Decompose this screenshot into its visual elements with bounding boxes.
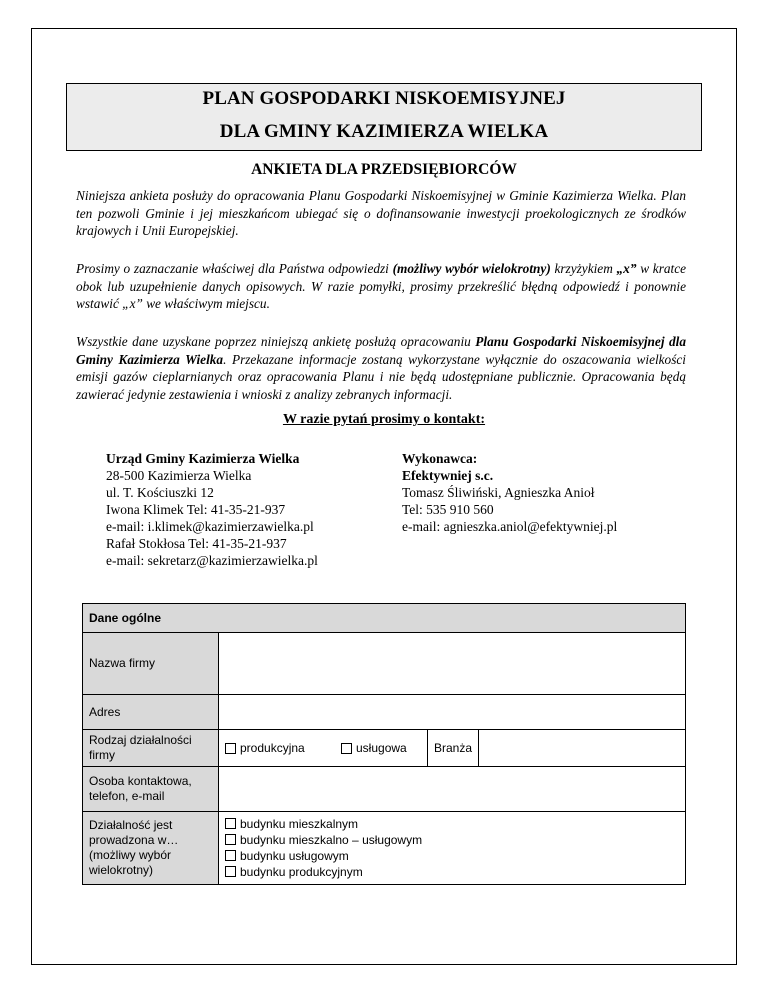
title-box xyxy=(66,83,702,151)
form-header-row xyxy=(83,604,686,633)
checkbox-services[interactable] xyxy=(341,743,352,754)
option-residential-service[interactable]: budynku mieszkalno – usługowym xyxy=(225,832,679,848)
company-name-label: Nazwa firmy xyxy=(83,633,219,695)
intro-paragraph-1: Niniejsza ankieta posłuży do opracowania Planu Gospodarki Niskoemisyjnej w Gminie Kazimierza Wielka. Plan ten pozwoli Gminie i jej mieszkańcom ubiegać się o dofinansowanie inwestycji proekologicznych ze środków krajowych i Unii Europejskiej. xyxy=(76,188,686,238)
contact-contractor xyxy=(402,450,617,535)
office-contact-2-phone: Rafał Stokłosa Tel: 41-35-21-937 xyxy=(106,536,287,551)
checkbox-residential-service[interactable] xyxy=(225,834,236,845)
checkbox-service-building[interactable] xyxy=(225,850,236,861)
activity-place-options xyxy=(219,812,686,885)
contractor-email: e-mail: agnieszka.aniol@efektywniej.pl xyxy=(402,519,618,534)
checkbox-production[interactable] xyxy=(225,743,236,754)
company-name-row xyxy=(83,633,686,695)
office-contact-2-email: e-mail: sekretarz@kazimierzawielka.pl xyxy=(106,553,318,568)
contractor-people: Tomasz Śliwiński, Agnieszka Anioł xyxy=(402,485,595,500)
survey-subtitle: ANKIETA DLA PRZEDSIĘBIORCÓW xyxy=(251,161,517,178)
intro-paragraph-3: Wszystkie dane uzyskane poprzez niniejszą ankietę posłużą opracowaniu Planu Gospodarki Niskoemisyjnej dla Gminy Kazimierza Wielka. Przekazane informacje zostaną wykorzystane wyłącznie do oszacowania wielkości emisji gazów cieplarnianych oraz opracowania Planu i nie będą udostępniane publicznie. Opracowania będą zawierać jedynie zestawienia i wnioski z analizy zebranych informacji. xyxy=(76,334,686,402)
option-production[interactable]: produkcyjna xyxy=(219,730,335,766)
industry-label: Branża xyxy=(427,730,479,766)
contact-office xyxy=(106,450,318,569)
office-postal: 28-500 Kazimierza Wielka xyxy=(106,468,252,483)
activity-type-label: Rodzaj działalności firmy xyxy=(83,730,219,767)
contact-person-row xyxy=(83,767,686,812)
document-title-line-2: DLA GMINY KAZIMIERZA WIELKA xyxy=(219,121,549,142)
option-production-building[interactable]: budynku produkcyjnym xyxy=(225,864,679,880)
address-row xyxy=(83,695,686,730)
address-label: Adres xyxy=(83,695,219,730)
activity-place-label: Działalność jest prowadzona w… (możliwy wybór wielokrotny) xyxy=(83,812,219,885)
contractor-name: Efektywniej s.c. xyxy=(402,468,494,483)
contact-heading: W razie pytań prosimy o kontakt: xyxy=(282,412,486,427)
intro-paragraph-2: Prosimy o zaznaczanie właściwej dla Państwa odpowiedzi (możliwy wybór wielokrotny) krzyżykiem „x” w kratce obok lub uzupełnienie danych opisowych. W razie pomyłki, prosimy przekreślić błędną odpowiedź i ponownie wstawić „x” we właściwym miejscu. xyxy=(76,261,687,311)
office-contact-1-email: e-mail: i.klimek@kazimierzawielka.pl xyxy=(106,519,314,534)
form-section-title: Dane ogólne xyxy=(83,604,686,633)
checkbox-residential[interactable] xyxy=(225,818,236,829)
contractor-phone: Tel: 535 910 560 xyxy=(402,502,494,517)
office-contact-1-phone: Iwona Klimek Tel: 41-35-21-937 xyxy=(106,502,286,517)
option-service[interactable]: budynku usługowym xyxy=(225,848,679,864)
activity-type-row xyxy=(83,730,686,767)
office-name: Urząd Gminy Kazimierza Wielka xyxy=(106,451,300,466)
activity-type-cell xyxy=(219,730,686,767)
contact-person-label: Osoba kontaktowa, telefon, e-mail xyxy=(83,767,219,812)
option-services[interactable]: usługowa xyxy=(335,730,427,766)
office-street: ul. T. Kościuszki 12 xyxy=(106,485,214,500)
company-name-field[interactable] xyxy=(219,633,686,695)
contact-person-field[interactable] xyxy=(219,767,686,812)
activity-place-row xyxy=(83,812,686,885)
general-data-form xyxy=(82,603,686,885)
option-residential[interactable]: budynku mieszkalnym xyxy=(225,816,679,832)
contractor-label: Wykonawca: xyxy=(402,451,478,466)
document-title-line-1: PLAN GOSPODARKI NISKOEMISYJNEJ xyxy=(202,88,566,109)
industry-field[interactable] xyxy=(479,730,685,766)
address-field[interactable] xyxy=(219,695,686,730)
checkbox-production-building[interactable] xyxy=(225,866,236,877)
